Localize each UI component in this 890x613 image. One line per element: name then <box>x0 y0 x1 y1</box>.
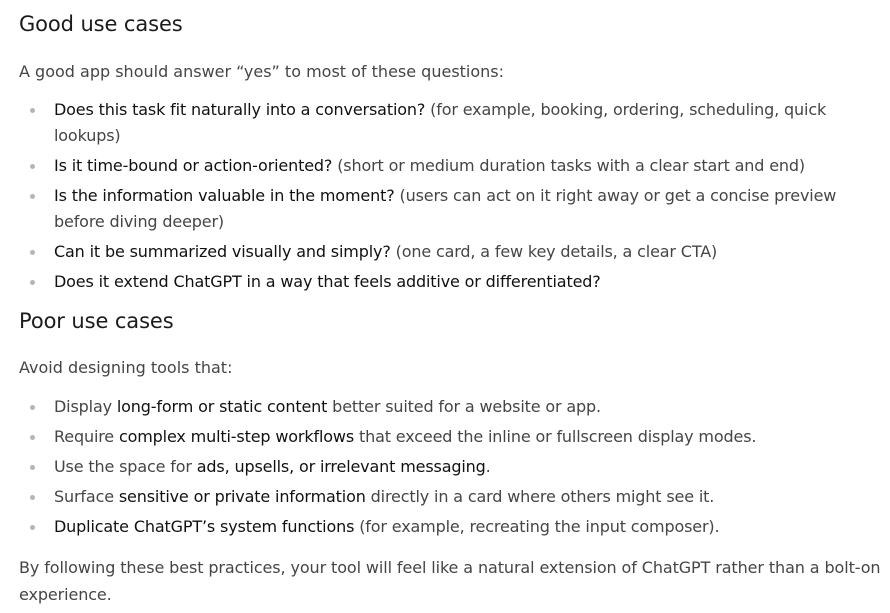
item-prefix: Display <box>54 397 117 416</box>
item-prefix: Require <box>54 427 119 446</box>
item-detail: (one card, a few key details, a clear CTA) <box>390 242 718 261</box>
item-emphasis: complex multi-step workflows <box>118 427 355 446</box>
item-emphasis: sensitive or private information <box>118 487 366 506</box>
bullet-icon <box>30 194 35 199</box>
good-use-cases-intro: A good app should answer “yes” to most of these questions: <box>19 62 505 81</box>
item-question: Is it time-bound or action-oriented? <box>54 156 333 175</box>
item-prefix: Surface <box>54 487 119 506</box>
item-emphasis: ads, upsells, or irrelevant messaging <box>196 457 486 476</box>
bullet-icon <box>30 465 35 470</box>
good-use-cases-heading: Good use cases <box>19 12 183 36</box>
bullet-icon <box>30 280 35 285</box>
list-item <box>19 484 883 510</box>
item-suffix: better suited for a website or app. <box>327 397 601 416</box>
item-suffix: . <box>485 457 491 476</box>
good-use-cases-list <box>19 97 883 299</box>
item-emphasis: Duplicate ChatGPT’s system functions <box>54 517 355 536</box>
list-item <box>19 239 883 265</box>
list-item <box>19 514 883 540</box>
item-prefix: Use the space for <box>54 457 197 476</box>
item-suffix: (for example, recreating the input composer). <box>354 517 720 536</box>
item-suffix: directly in a card where others might see it. <box>365 487 715 506</box>
bullet-icon <box>30 108 35 113</box>
item-question: Does it extend ChatGPT in a way that feels additive or differentiated? <box>54 272 601 291</box>
item-suffix: that exceed the inline or fullscreen display modes. <box>354 427 757 446</box>
list-item <box>19 183 883 235</box>
bullet-icon <box>30 525 35 530</box>
item-emphasis: long-form or static content <box>116 397 328 416</box>
list-item <box>19 97 883 149</box>
closing-paragraph: By following these best practices, your tool will feel like a natural extension of ChatGPT rather than a bolt-on experience. <box>19 558 881 604</box>
list-item <box>19 269 883 295</box>
list-item <box>19 424 883 450</box>
bullet-icon <box>30 250 35 255</box>
list-item <box>19 394 883 420</box>
item-detail: (short or medium duration tasks with a clear start and end) <box>332 156 806 175</box>
bullet-icon <box>30 495 35 500</box>
poor-use-cases-intro: Avoid designing tools that: <box>19 358 233 377</box>
list-item <box>19 153 883 179</box>
bullet-icon <box>30 164 35 169</box>
item-question: Is the information valuable in the moment? <box>54 186 395 205</box>
item-detail: (users can act on it right away or get a concise preview before diving deeper) <box>54 186 837 231</box>
item-detail: (for example, booking, ordering, scheduling, quick lookups) <box>54 100 827 145</box>
list-item <box>19 454 883 480</box>
bullet-icon <box>30 405 35 410</box>
poor-use-cases-list <box>19 394 883 544</box>
item-question: Can it be summarized visually and simply? <box>54 242 391 261</box>
bullet-icon <box>30 435 35 440</box>
item-question: Does this task fit naturally into a conversation? <box>54 100 426 119</box>
poor-use-cases-heading: Poor use cases <box>19 309 174 333</box>
